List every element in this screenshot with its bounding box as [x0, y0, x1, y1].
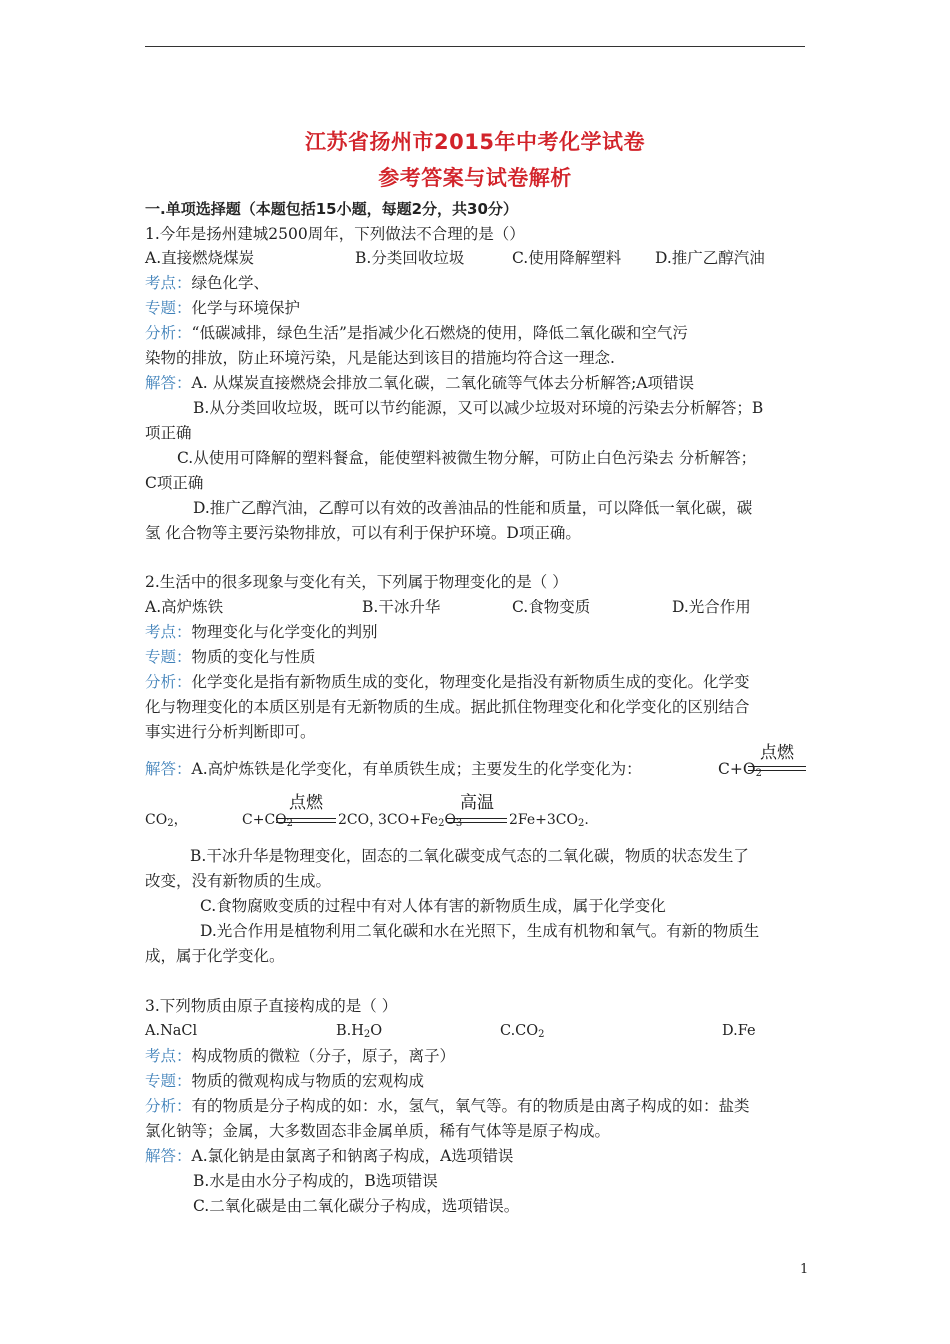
q3-fenxi-cont: 氯化钠等；金属，大多数固态非金属单质，稀有气体等是原子构成。	[145, 1122, 611, 1140]
q1-option-d: D.推广乙醇汽油	[655, 249, 765, 267]
q1-fenxi-cont: 染物的排放，防止环境污染，凡是能达到该目的措施均符合这一理念.	[145, 349, 615, 367]
q1-stem: 1.今年是扬州建城2500周年，下列做法不合理的是（）	[145, 225, 525, 243]
q2-eq2-right: 2CO，	[338, 812, 384, 828]
q2-zhuanti: 专题：物质的变化与性质	[145, 648, 316, 666]
q1-zhuanti: 专题：化学与环境保护	[145, 299, 301, 317]
q2-eq3-left: $3CO+Fe_2O_3$	[378, 812, 463, 829]
q3-answer-b: B.水是由水分子构成的，B选项错误	[193, 1172, 438, 1190]
page-subtitle: 参考答案与试卷解析	[378, 166, 572, 190]
q2-eq3-double-line	[447, 818, 507, 823]
q2-eq2-condition: 点燃	[289, 793, 323, 813]
header-rule	[145, 46, 805, 47]
page-title: 江苏省扬州市2015年中考化学试卷	[305, 130, 645, 154]
q1-option-b: B.分类回收垃圾	[355, 249, 465, 267]
q2-eq1-product: $CO_2$，	[145, 812, 188, 829]
q3-option-c: $C.CO_2$	[500, 1023, 545, 1040]
q2-option-b: B.干冰升华	[362, 598, 441, 616]
q3-option-a: A.NaCl	[145, 1023, 198, 1039]
q1-answer-c-cont: C项正确	[145, 474, 204, 492]
q2-eq1-left: $C+O_2$	[718, 760, 762, 779]
q3-kaodian: 考点：构成物质的微粒（分子，原子，离子）	[145, 1047, 456, 1065]
q2-kaodian: 考点：物理变化与化学变化的判别	[145, 623, 378, 641]
q2-eq2-left: $C+CO_2$	[242, 812, 294, 829]
q1-option-c: C.使用降解塑料	[512, 249, 622, 267]
q2-eq3-right: $2Fe+3CO_2$.	[509, 812, 589, 829]
q2-answer-c: C.食物腐败变质的过程中有对人体有害的新物质生成，属于化学变化	[200, 897, 666, 915]
q3-stem: 3.下列物质由原子直接构成的是（ ）	[145, 997, 398, 1015]
q2-eq2-double-line	[276, 818, 336, 823]
q2-eq1-double-line	[748, 766, 806, 771]
q2-option-c: C.食物变质	[512, 598, 591, 616]
q2-option-a: A.高炉炼铁	[145, 598, 224, 616]
q2-answer-d: D.光合作用是植物利用二氧化碳和水在光照下，生成有机物和氧气。有新的物质生	[200, 922, 760, 940]
q3-jieda: 解答：A.氯化钠是由氯离子和钠离子构成，A选项错误	[145, 1147, 514, 1165]
q2-answer-b: B.干冰升华是物理变化，固态的二氧化碳变成气态的二氧化碳，物质的状态发生了	[190, 847, 749, 865]
q3-answer-c: C.二氧化碳是由二氧化碳分子构成，选项错误。	[193, 1197, 520, 1215]
q2-fenxi: 分析：化学变化是指有新物质生成的变化，物理变化是指没有新物质生成的变化。化学变	[145, 673, 750, 691]
q1-answer-b-cont: 项正确	[145, 424, 192, 442]
q3-fenxi: 分析：有的物质是分子构成的如：水，氢气，氧气等。有的物质是由离子构成的如：盐类	[145, 1097, 750, 1115]
q2-option-d: D.光合作用	[672, 598, 751, 616]
q3-zhuanti: 专题：物质的微观构成与物质的宏观构成	[145, 1072, 425, 1090]
q1-option-a: A.直接燃烧煤炭	[145, 249, 255, 267]
q2-stem: 2.生活中的很多现象与变化有关，下列属于物理变化的是（ ）	[145, 573, 568, 591]
page-number: 1	[800, 1262, 809, 1277]
q2-fenxi-cont-2: 事实进行分析判断即可。	[145, 723, 316, 741]
q3-option-d: D.Fe	[722, 1023, 756, 1039]
q2-jieda: 解答：A.高炉炼铁是化学变化，有单质铁生成；主要发生的化学变化为：	[145, 760, 642, 778]
q2-answer-b-cont: 改变，没有新物质的生成。	[145, 872, 332, 890]
q1-fenxi: 分析：“低碳减排，绿色生活”是指减少化石燃烧的使用，降低二氧化碳和空气污	[145, 324, 688, 342]
q2-answer-d-cont: 成，属于化学变化。	[145, 947, 285, 965]
q1-answer-b: B.从分类回收垃圾，既可以节约能源，又可以减少垃圾对环境的污染去分析解答；B	[193, 399, 764, 417]
q1-kaodian: 考点：绿色化学、	[145, 274, 270, 292]
q3-option-b: $B.H_2O$	[336, 1023, 383, 1040]
q2-fenxi-cont-1: 化与物理变化的本质区别是有无新物质的生成。据此抓住物理变化和化学变化的区别结合	[145, 698, 750, 716]
q1-answer-d-cont: 氢 化合物等主要污染物排放，可以有利于保护环境。D项正确。	[145, 524, 581, 542]
q2-eq1-condition: 点燃	[760, 743, 794, 763]
q2-eq3-condition: 高温	[460, 793, 494, 813]
section-heading: 一.单项选择题（本题包括15小题，每题2分，共30分）	[145, 200, 518, 218]
q1-answer-c: C.从使用可降解的塑料餐盒，能使塑料被微生物分解，可防止白色污染去 分析解答；	[177, 449, 757, 467]
q1-answer-d: D.推广乙醇汽油，乙醇可以有效的改善油品的性能和质量，可以降低一氧化碳，碳	[193, 499, 753, 517]
q1-jieda: 解答：A. 从煤炭直接燃烧会排放二氧化碳，二氧化硫等气体去分析解答;A项错误	[145, 374, 694, 392]
